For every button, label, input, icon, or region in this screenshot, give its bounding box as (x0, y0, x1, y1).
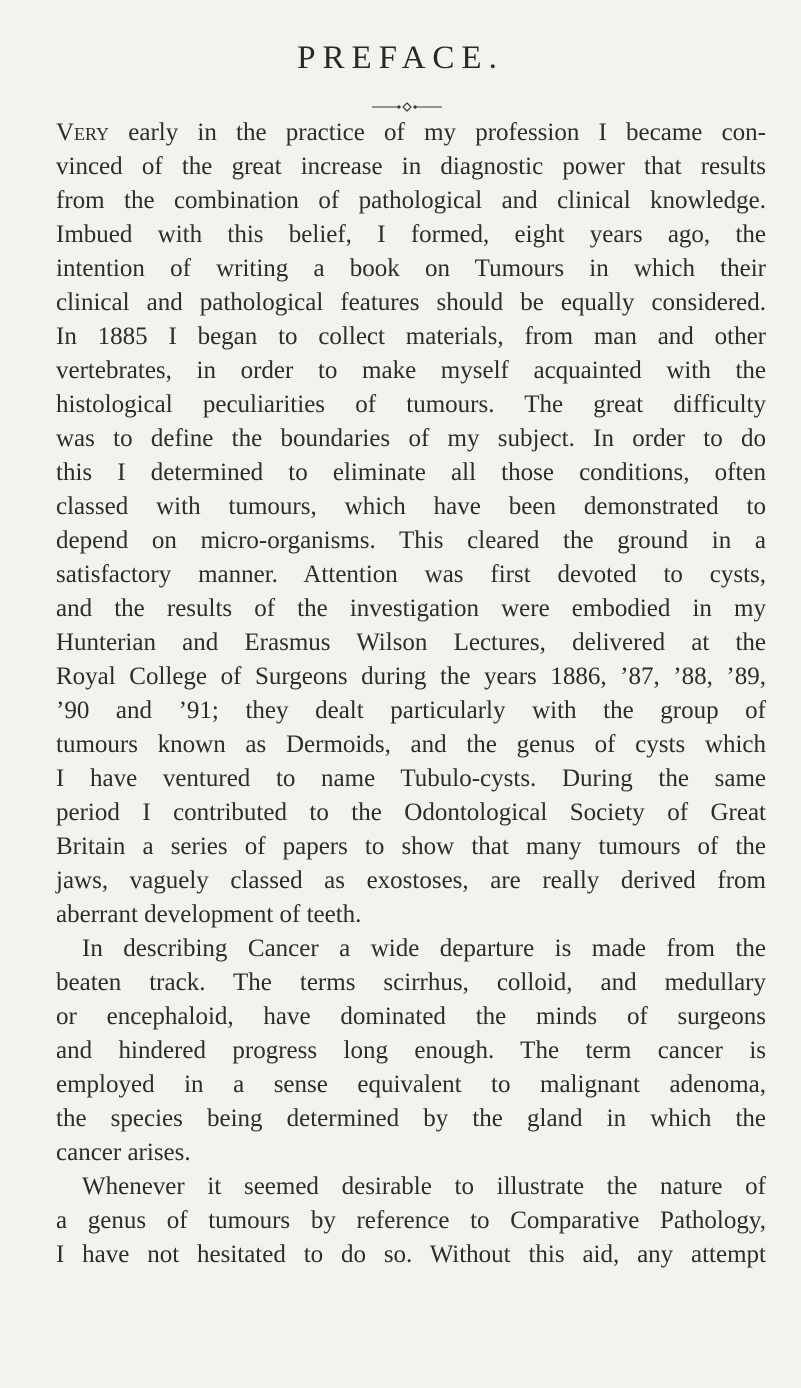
text-line: jaws, vaguely classed as exostoses, are really derived from (56, 867, 766, 894)
text-line: vinced of the great increase in diagnostic power that results (56, 153, 766, 180)
text-line: a genus of tumours by reference to Comparative Pathology, (56, 1207, 766, 1234)
text-line: Imbued with this belief, I formed, eight years ago, the (56, 221, 766, 248)
text-line: vertebrates, in order to make myself acquainted with the (56, 357, 766, 384)
text-line: and the results of the investigation were embodied in my (56, 595, 766, 622)
text-line: the species being determined by the gland in which the (56, 1105, 766, 1132)
text-line: cancer arises. (56, 1139, 191, 1166)
page-title: PREFACE. (297, 40, 504, 76)
text-line: Hunterian and Erasmus Wilson Lectures, delivered at the (56, 629, 766, 656)
text-line: histological peculiarities of tumours. The great difficulty (56, 391, 766, 418)
text-line: Royal College of Surgeons during the years 1886, ’87, ’88, ’89, (56, 663, 766, 690)
lead-word: Very (56, 119, 110, 146)
text-line: intention of writing a book on Tumours in which their (56, 255, 766, 282)
text-line: Britain a series of papers to show that many tumours of the (56, 833, 766, 860)
text-line: Whenever it seemed desirable to illustrate the nature of (82, 1173, 766, 1200)
paragraph (56, 1170, 766, 1272)
text-line: In describing Cancer a wide departure is made from the (82, 935, 766, 962)
text-line: In 1885 I began to collect materials, from man and other (56, 323, 766, 350)
text-line: depend on micro-organisms. This cleared the ground in a (56, 527, 766, 554)
text-line: and hindered progress long enough. The term cancer is (56, 1037, 766, 1064)
text-line: ’90 and ’91; they dealt particularly with the group of (56, 697, 766, 724)
preface-body (56, 116, 766, 1272)
text-line: period I contributed to the Odontological Society of Great (56, 799, 766, 826)
text-line: beaten track. The terms scirrhus, colloid, and medullary (56, 969, 766, 996)
paragraph (56, 932, 766, 1170)
text-line: tumours known as Dermoids, and the genus of cysts which (56, 731, 766, 758)
text-line: from the combination of pathological and clinical knowledge. (56, 187, 766, 214)
text-line: classed with tumours, which have been demonstrated to (56, 493, 766, 520)
line-text: early in the practice of my profession I became con- (109, 119, 766, 146)
text-line: or encephaloid, have dominated the minds of surgeons (56, 1003, 766, 1030)
text-line: I have not hesitated to do so. Without this aid, any attempt (56, 1241, 766, 1268)
text-line: this I determined to eliminate all those conditions, often (56, 459, 766, 486)
text-line: was to define the boundaries of my subject. In order to do (56, 425, 766, 452)
ornament-divider-icon (372, 101, 442, 113)
text-line: employed in a sense equivalent to malignant adenoma, (56, 1071, 766, 1098)
text-line: satisfactory manner. Attention was first devoted to cysts, (56, 561, 766, 588)
text-line (56, 116, 766, 150)
text-line: I have ventured to name Tubulo-cysts. During the same (56, 765, 766, 792)
text-line: clinical and pathological features should be equally considered. (56, 289, 766, 316)
text-line: aberrant development of teeth. (56, 901, 362, 928)
paragraph (56, 116, 766, 932)
